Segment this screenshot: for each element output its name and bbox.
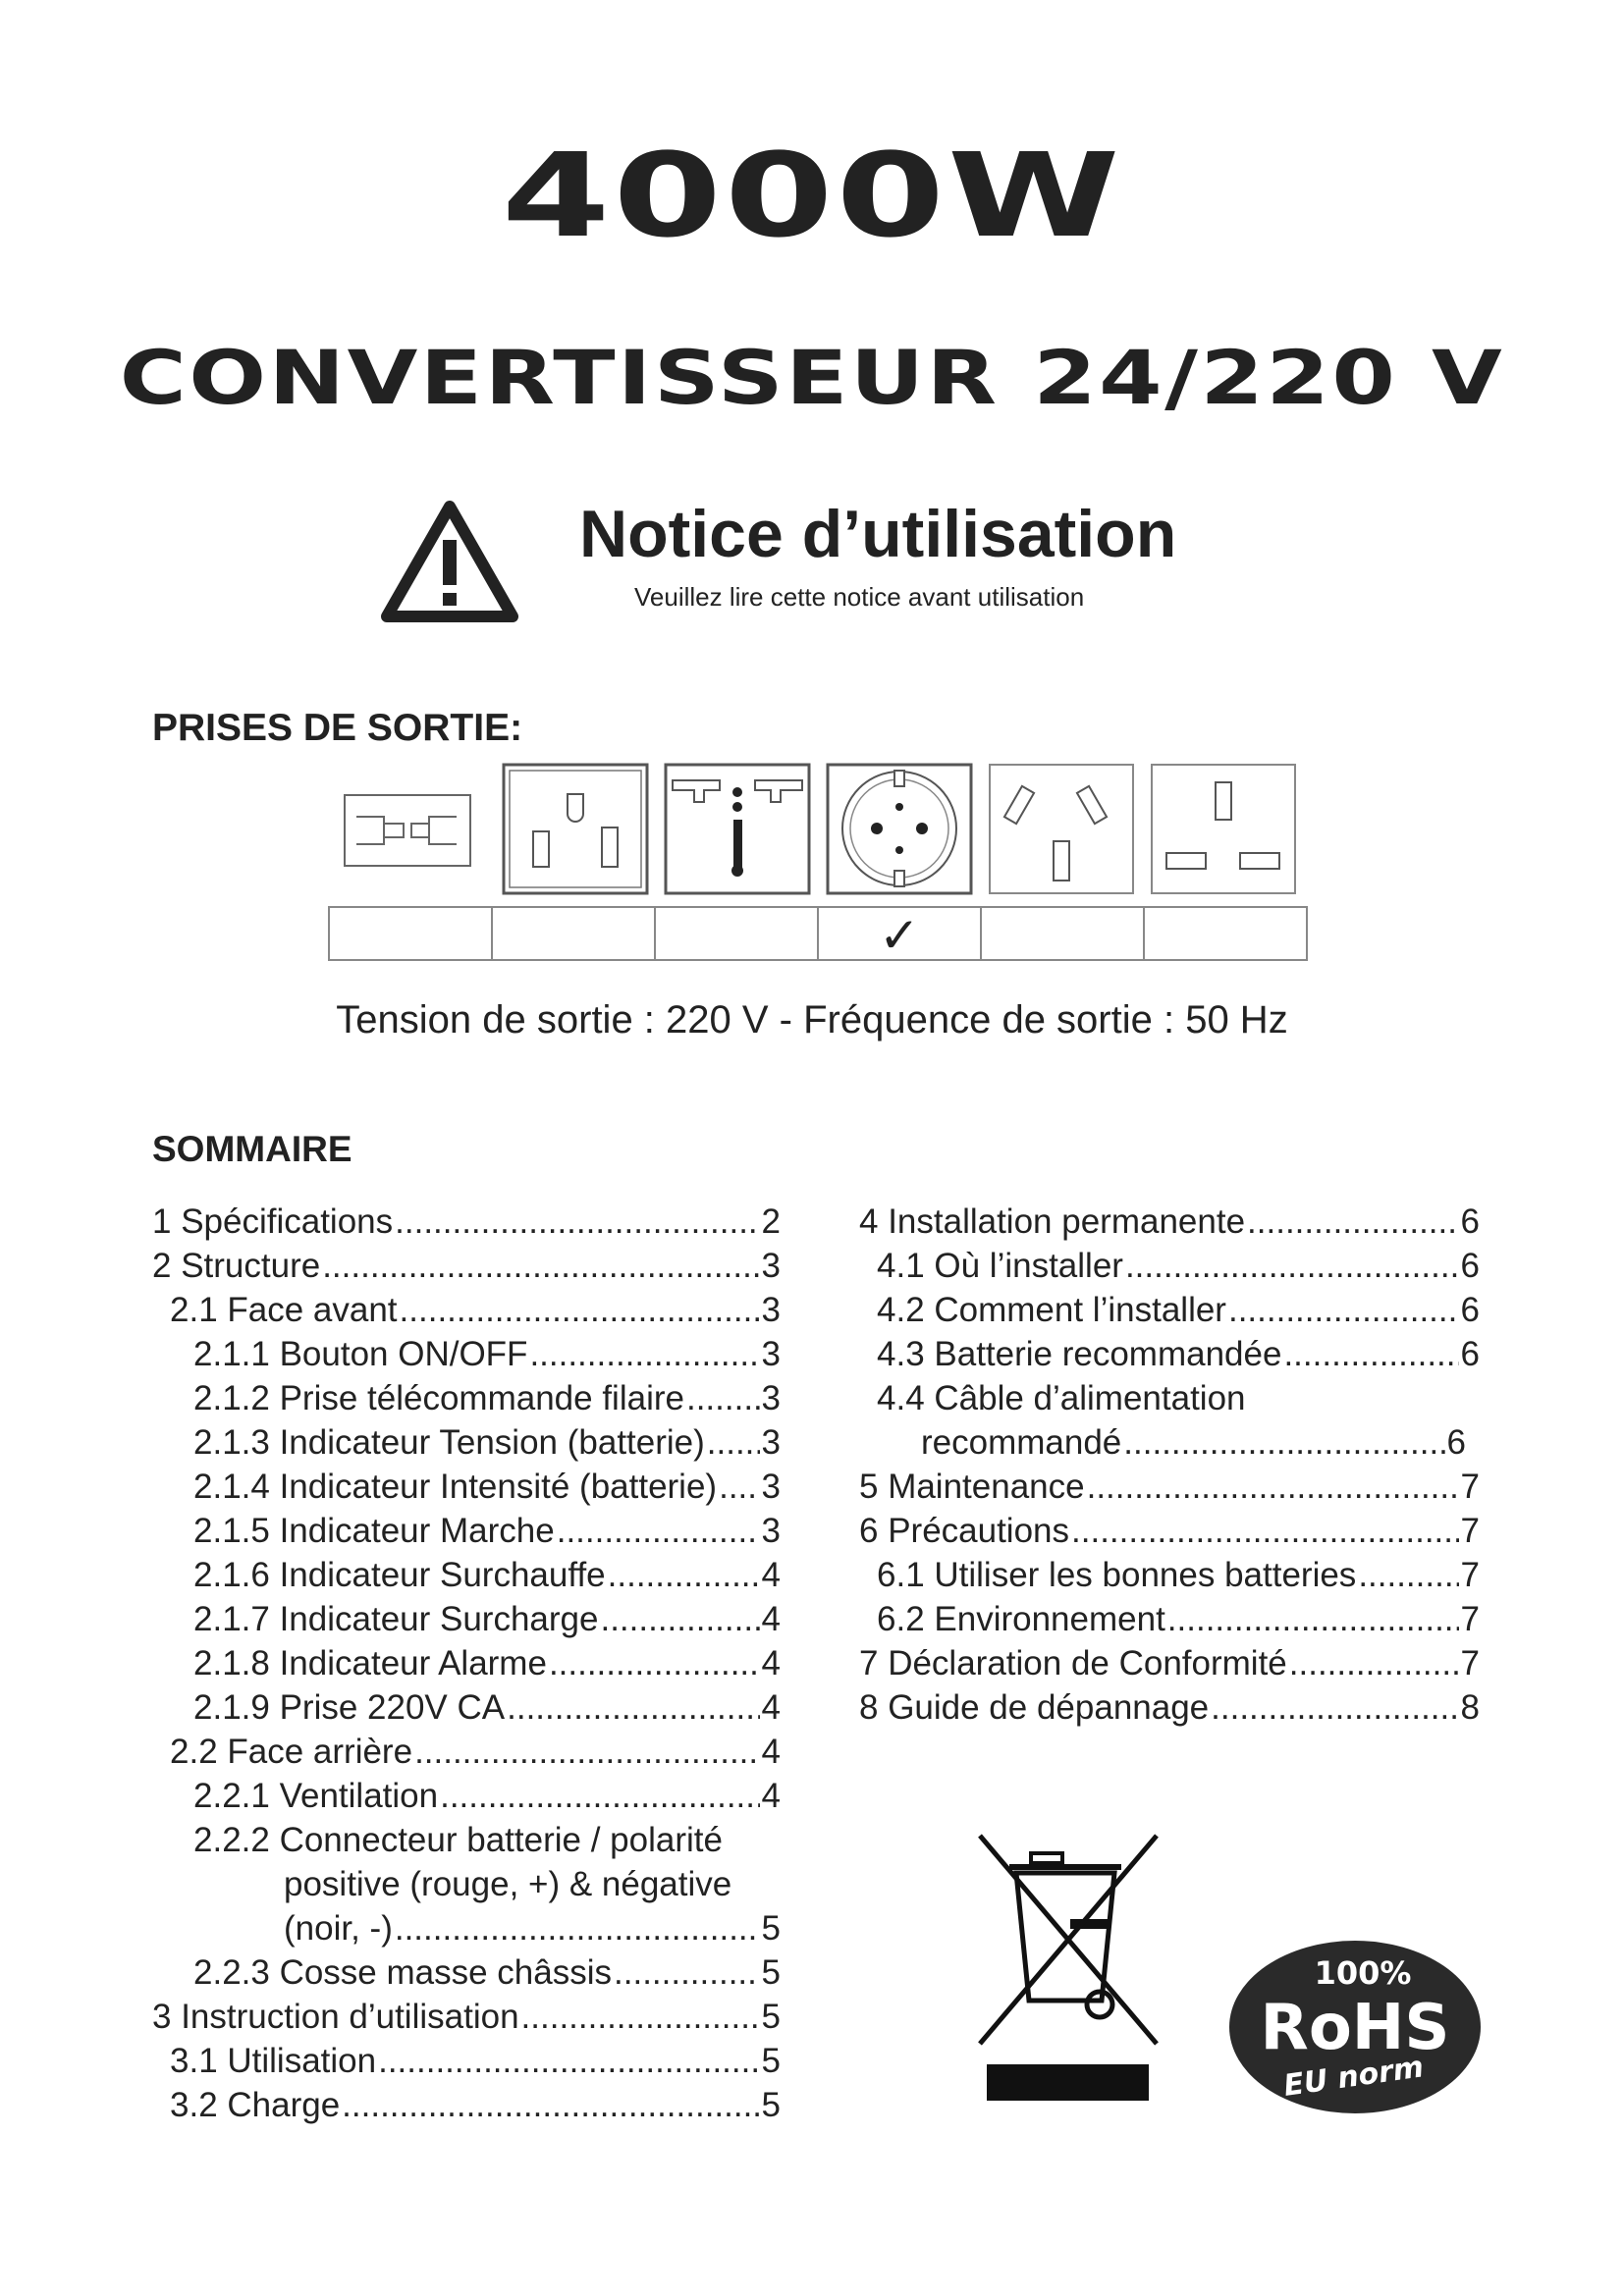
toc-entry-page: 4: [761, 1600, 781, 1638]
toc-heading: SOMMAIRE: [152, 1129, 352, 1169]
toc-entry: [859, 1641, 1480, 1685]
toc-leader-dots: [1087, 1465, 1459, 1509]
toc-entry: [152, 1730, 781, 1774]
toc-entry-page: 6: [1446, 1423, 1466, 1462]
output-specs: Tension de sortie : 220 V - Fréquence de sortie : 50 Hz: [336, 998, 1288, 1041]
toc-entry-label: 2.1.1 Bouton ON/OFF: [193, 1335, 528, 1373]
toc-entry: [152, 1685, 781, 1730]
toc-leader-dots: [342, 2083, 759, 2127]
toc-leader-dots: [1167, 1597, 1459, 1641]
toc-entry-label: 4.1 Où l’installer: [877, 1247, 1123, 1285]
toc-entry-page: 5: [761, 1909, 781, 1948]
toc-entry: [152, 1288, 781, 1332]
toc-entry: [859, 1200, 1480, 1244]
toc-leader-dots: [1289, 1641, 1459, 1685]
toc-entry-label: 2.1.9 Prise 220V CA: [193, 1688, 506, 1727]
toc-entry: [152, 1774, 781, 1818]
toc-leader-dots: [608, 1553, 760, 1597]
toc-entry-label: 2.1.6 Indicateur Surchauffe: [193, 1556, 606, 1594]
toc-leader-dots: [1071, 1509, 1459, 1553]
toc-entry-page: 7: [1460, 1556, 1480, 1594]
toc-leader-dots: [378, 2039, 759, 2083]
power-title: 4000W: [501, 128, 1123, 263]
toc-entry-page: 3: [761, 1468, 781, 1506]
toc-right-column: [859, 1200, 1480, 1730]
rohs-logo: [1227, 1939, 1483, 2115]
toc-entry: [859, 1553, 1480, 1597]
toc-leader-dots: [549, 1641, 760, 1685]
toc-leader-dots: [719, 1465, 759, 1509]
toc-entry: [152, 1244, 781, 1288]
toc-entry-label: 2.2.3 Cosse masse châssis: [193, 1953, 613, 1992]
universal-outlet-icon: [666, 765, 809, 893]
toc-entry: [152, 1332, 781, 1376]
toc-entry-page: 3: [761, 1379, 781, 1417]
toc-entry-label: 2.2 Face arrière: [170, 1733, 413, 1771]
toc-entry: [152, 1420, 781, 1465]
toc-entry-page: 4: [761, 1644, 781, 1682]
toc-entry: [152, 1465, 781, 1509]
toc-entry-label: 7 Déclaration de Conformité: [859, 1644, 1287, 1682]
toc-entry-continuation: (noir, -) ..... 5: [152, 1906, 781, 1950]
toc-entry: [152, 1950, 781, 1995]
toc-entry-page: 8: [1460, 1688, 1480, 1727]
toc-leader-dots: [1211, 1685, 1458, 1730]
toc-entry: [152, 1995, 781, 2039]
toc-leader-dots: [322, 1244, 759, 1288]
toc-entry-page: 6: [1460, 1291, 1480, 1329]
toc-leader-dots: [529, 1332, 759, 1376]
toc-entry: [859, 1597, 1480, 1641]
toc-entry-label: 1 Spécifications: [152, 1202, 394, 1241]
toc-left-column: [152, 1200, 781, 2127]
toc-entry-label: 2.1.5 Indicateur Marche: [193, 1512, 555, 1550]
toc-leader-dots: [557, 1509, 760, 1553]
toc-entry: [152, 2083, 781, 2127]
toc-leader-dots: [707, 1420, 760, 1465]
toc-entry-page: 5: [761, 2086, 781, 2124]
toc-entry-label: 2.1.3 Indicateur Tension (batterie): [193, 1423, 705, 1462]
toc-entry-label: 3 Instruction d’utilisation: [152, 1998, 519, 2036]
toc-entry: [859, 1332, 1480, 1376]
notice-title: Notice d’utilisation: [579, 497, 1177, 571]
toc-entry-label: 3.1 Utilisation: [170, 2042, 377, 2080]
product-title: CONVERTISSEUR 24/220 V: [119, 334, 1505, 421]
warning-triangle-icon: [381, 501, 518, 623]
toc-entry-page: 7: [1460, 1600, 1480, 1638]
crossed-out-wheelie-bin-icon: [972, 1826, 1168, 2101]
toc-entry: [859, 1288, 1480, 1332]
toc-leader-dots: [395, 1906, 760, 1950]
schuko-outlet-icon: [828, 765, 971, 893]
toc-entry-label: 4.4 Câble d’alimentation: [877, 1379, 1246, 1417]
toc-leader-dots: [1228, 1288, 1459, 1332]
selected-outlet-check-icon: ✓: [879, 907, 920, 964]
toc-entry: [859, 1509, 1480, 1553]
toc-entry-page: 3: [761, 1423, 781, 1462]
toc-leader-dots: [600, 1597, 759, 1641]
svg-text:EU norm: EU norm: [1281, 2050, 1427, 2104]
toc-leader-dots: [521, 1995, 760, 2039]
toc-leader-dots: [1123, 1420, 1444, 1465]
toc-entry-page: 6: [1460, 1335, 1480, 1373]
toc-entry-page: 5: [761, 2042, 781, 2080]
outlet-types-strip: [327, 763, 1309, 964]
toc-leader-dots: [614, 1950, 760, 1995]
toc-entry: [859, 1465, 1480, 1509]
toc-entry-label: 4.3 Batterie recommandée: [877, 1335, 1282, 1373]
toc-leader-dots: [400, 1288, 760, 1332]
toc-entry-label: 2.1.4 Indicateur Intensité (batterie): [193, 1468, 718, 1506]
toc-entry: [152, 1641, 781, 1685]
svg-text:RoHS: RoHS: [1260, 1992, 1450, 2064]
toc-entry-page: 6: [1460, 1247, 1480, 1285]
toc-entry-page: 3: [761, 1335, 781, 1373]
toc-leader-dots: [1358, 1553, 1458, 1597]
toc-leader-dots: [1247, 1200, 1458, 1244]
toc-entry-page: 4: [761, 1556, 781, 1594]
toc-entry-label: 5 Maintenance: [859, 1468, 1085, 1506]
toc-entry: [859, 1685, 1480, 1730]
toc-entry-page: 6: [1460, 1202, 1480, 1241]
outlets-heading: PRISES DE SORTIE:: [152, 707, 523, 749]
toc-entry-page: 3: [761, 1291, 781, 1329]
toc-entry-page: 3: [761, 1512, 781, 1550]
toc-entry-page: 4: [761, 1688, 781, 1727]
toc-entry: [859, 1244, 1480, 1288]
toc-entry-label: 2.1.7 Indicateur Surcharge: [193, 1600, 599, 1638]
toc-entry-label: 2.1.8 Indicateur Alarme: [193, 1644, 547, 1682]
toc-leader-dots: [1125, 1244, 1459, 1288]
toc-leader-dots: [440, 1774, 759, 1818]
toc-entry-label: 4 Installation permanente: [859, 1202, 1246, 1241]
toc-entry-label: 6.1 Utiliser les bonnes batteries: [877, 1556, 1357, 1594]
flat-two-pin-outlet-icon: [345, 795, 470, 866]
toc-entry-label: 2 Structure: [152, 1247, 321, 1285]
toc-entry: [152, 1200, 781, 1244]
toc-entry: [152, 1818, 781, 1862]
toc-entry-page: 4: [761, 1733, 781, 1771]
toc-entry-label: 2.1.2 Prise télécommande filaire: [193, 1379, 684, 1417]
toc-entry: [859, 1376, 1480, 1420]
australian-outlet-icon: [990, 765, 1133, 893]
toc-leader-dots: [414, 1730, 759, 1774]
toc-entry-continuation: recommandé ..... 6: [859, 1420, 1480, 1465]
toc-entry-label: 3.2 Charge: [170, 2086, 341, 2124]
toc-entry-label: 4.2 Comment l’installer: [877, 1291, 1226, 1329]
toc-entry-label: 2.2.2 Connecteur batterie / polarité: [193, 1821, 723, 1859]
toc-leader-dots: [507, 1685, 759, 1730]
toc-leader-dots: [1283, 1332, 1458, 1376]
us-three-pin-outlet-icon: [504, 765, 647, 893]
toc-leader-dots: [395, 1200, 759, 1244]
toc-entry-label: 8 Guide de dépannage: [859, 1688, 1210, 1727]
uk-three-pin-outlet-icon: [1152, 765, 1295, 893]
svg-text:100%: 100%: [1314, 1954, 1412, 1992]
toc-entry: [152, 1597, 781, 1641]
toc-entry: [152, 1509, 781, 1553]
toc-entry-page: 5: [761, 1998, 781, 2036]
notice-subtitle: Veuillez lire cette notice avant utilisation: [634, 582, 1085, 612]
toc-entry-label: 6.2 Environnement: [877, 1600, 1165, 1638]
toc-entry-page: 7: [1460, 1644, 1480, 1682]
toc-entry-page: 5: [761, 1953, 781, 1992]
toc-entry: [152, 1376, 781, 1420]
toc-leader-dots: [686, 1376, 760, 1420]
toc-entry: [152, 1553, 781, 1597]
toc-entry-continuation: positive (rouge, +) & négative: [284, 1865, 732, 1903]
toc-entry-page: 2: [761, 1202, 781, 1241]
toc-entry-label: 2.1 Face avant: [170, 1291, 398, 1329]
toc-entry-page: 7: [1460, 1512, 1480, 1550]
outlet-selection-row: [329, 907, 1307, 960]
toc-entry-label: 6 Précautions: [859, 1512, 1070, 1550]
toc-entry-page: 4: [761, 1777, 781, 1815]
toc-entry-label: 2.2.1 Ventilation: [193, 1777, 439, 1815]
toc-entry-page: 7: [1460, 1468, 1480, 1506]
toc-entry: [152, 2039, 781, 2083]
toc-entry-page: 3: [761, 1247, 781, 1285]
